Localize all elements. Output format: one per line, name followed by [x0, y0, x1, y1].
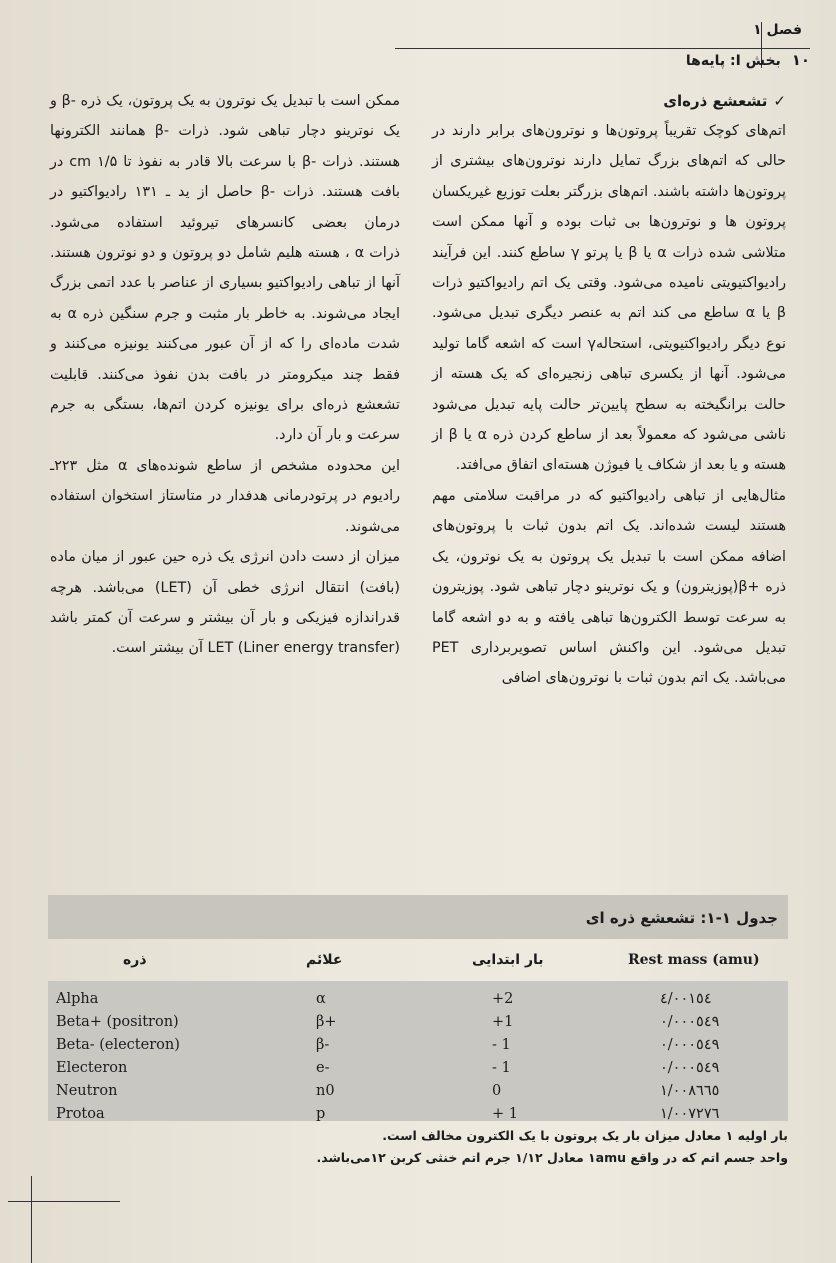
cell-symbol: e-: [316, 1060, 330, 1076]
check-mark-icon: ✓: [773, 92, 786, 110]
section-title-text: تشعشع ذره‌ای: [663, 92, 768, 110]
cell-symbol: β-: [316, 1037, 330, 1053]
running-header: [395, 22, 810, 70]
cell-charge: +2: [492, 991, 514, 1007]
chapter-label: فصل ۱: [753, 22, 802, 38]
particle-radiation-table: [48, 895, 788, 1169]
table-row: [48, 1058, 788, 1081]
cell-charge: - 1: [492, 1060, 511, 1076]
cell-charge: +1: [492, 1014, 514, 1030]
part-label: [686, 51, 810, 69]
right-column: [432, 86, 786, 694]
paragraph: میزان از دست دادن انرژی یک ذره حین عبور از میان ماده (بافت) انتقال انرژی خطی آن (LET) می‌باشد. هرچه قدرانداز‌ه فیزیکی و بار آن بیشتر و سرعت آن کمتر باشد LET (Liner energy transfer) آن بیشتر است.: [50, 549, 400, 657]
table-note: بار اولیه ۱ معادل میزان بار یک پروتون با یک الکترون مخالف است.: [382, 1128, 788, 1143]
cell-mass: ٠/٠٠٠٥٤٩: [660, 1060, 720, 1076]
cell-mass: ١/٠٠٨٦٦٥: [660, 1083, 720, 1099]
cell-symbol: p: [316, 1106, 326, 1122]
table-body: [48, 981, 788, 1121]
paragraph: ممکن است با تبدیل یک نوترون به یک پروتون، یک ذره -β و یک نوترینو دچار تباهی شود. ذرات -β همانند الکترونها هستند. ذرات -β با سرعت بالا قادر به نفوذ تا ۱/۵ cm در بافت هستند. ذرات -β حاصل از ید ـ ۱۳۱ رادیواکتیو در درمان بعضی کانسرهای تیروئید استفاده می‌شود.: [50, 93, 400, 231]
cell-particle: Electeron: [56, 1060, 128, 1076]
table-notes: [48, 1125, 788, 1169]
table-note: واحد جسم اتم که در واقع ۱amu معادل ۱/۱۲ جرم اتم خنثی کربن ۱۲می‌باشد.: [316, 1150, 788, 1165]
crop-mark-horizontal: [8, 1201, 120, 1202]
cell-mass: ٤/٠٠١٥٤: [660, 991, 712, 1007]
section-title: [432, 86, 786, 116]
left-column: [50, 86, 400, 664]
cell-mass: ٠/٠٠٠٥٤٩: [660, 1014, 720, 1030]
cell-charge: + 1: [492, 1106, 518, 1122]
table-row: [48, 989, 788, 1012]
paragraph: مثال‌هایی از تباهی رادیواکتیو که در مراقبت سلامتی مهم هستند لیست شده‌اند. یک اتم بدون ثبات با پروتون‌های اضافه ممکن است با تبدیل یک پروتون به یک نوترون، یک ذره +β(پوزیترون) و یک نوترینو دچار تباهی شود. پوزیترون به سرعت توسط الکترون‌ها تباهی یافته و به دو اشعه گاما تبدیل می‌شود. این واکنش اساس تصویربرداری PET می‌باشد. یک اتم بدون ثبات با نوترون‌های اضافی: [432, 487, 786, 687]
table-row: [48, 1104, 788, 1127]
cell-particle: Protoa: [56, 1106, 105, 1122]
column-header-symbol: علائم: [306, 952, 343, 968]
column-header-charge: بار ابتدایی: [472, 952, 544, 968]
part-title: بخش I: پایه‌ها: [685, 53, 781, 69]
paragraph: اتم‌های کوچک تقریباً پروتون‌ها و نوترون‌های برابر دارند در حالی که اتم‌های بزرگ تمایل دارند نوترون‌های بیشتری از پروتون‌ها داشته باشند. اتم‌های بزرگتر بعلت توزیع غیریکسان پروتون ها و نوترون‌ها بی ثبات بوده و آنها ممکن است متلاشی شده ذرات α یا β یا پرتو γ ساطع کنند. این فرآیند رادیواکتیویتی نامیده می‌شود. وقتی یک اتم رادیواکتیو ذرات β یا α ساطع می کند اتم به عنصر دیگری تبدیل می‌شود. نوع دیگر رادیواکتیویتی، استحاله‌γ است که اشعه گاما تولید می‌شود. آنها از یکسری تباهی زنجیره‌ای که یک هسته از حالت برانگیخته به سطح پایین‌تر حالت پایه تبدیل می‌شود ناشی می‌شود که معمولاً بعد از ساطع کردن ذره α یا β از هسته و یا بعد از شکاف یا فیوژن هسته‌ای اتفاق می‌افتد.: [432, 123, 786, 474]
table-title: جدول ۱-۱: تشعشع ذره ای: [585, 909, 778, 927]
cell-symbol: n0: [316, 1083, 335, 1099]
column-header-particle: ذره: [123, 952, 147, 968]
cell-mass: ١/٠٠٧٢٧٦: [660, 1106, 720, 1122]
cell-symbol: α: [316, 991, 326, 1007]
table-title-bar: [48, 895, 788, 939]
cell-charge: - 1: [492, 1037, 511, 1053]
cell-particle: Neutron: [56, 1083, 118, 1099]
cell-charge: 0: [492, 1083, 502, 1099]
table-row: [48, 1035, 788, 1058]
page-number: ۱۰: [791, 51, 810, 69]
cell-symbol: β+: [316, 1014, 337, 1030]
table-row: [48, 1081, 788, 1104]
paragraph: این محدوده مشخص از ساطع شونده‌های α مثل ۲۲۳ـ رادیوم در پرتودرمانی هدفدار در متاستاز استخوان استفاده می‌شوند.: [50, 457, 400, 535]
column-header-mass: Rest mass (amu): [628, 952, 760, 968]
table-header-row: [48, 939, 788, 981]
crop-mark-vertical: [31, 1176, 32, 1263]
header-rule: [395, 48, 810, 49]
paragraph: ذرات α ، هسته هلیم شامل دو پروتون و دو نوترون هستند. آنها از تباهی رادیواکتیو بسیاری از عناصر با عدد اتمی بزرگ ایجاد می‌شوند. به خاطر بار مثبت و جرم سنگین ذره α به شدت ماده‌ای را که از آن عبور می‌کنند یونیزه می‌کنند و فقط چند میکرومتر در بافت بدن نفوذ می‌کنند. قابلیت تشعشع ذره‌ای برای یونیزه کردن اتم‌ها، بستگی به جرم سرعت و بار آن دارد.: [50, 245, 400, 444]
cell-mass: ٠/٠٠٠٥٤٩: [660, 1037, 720, 1053]
cell-particle: Alpha: [56, 991, 99, 1007]
table-row: [48, 1012, 788, 1035]
cell-particle: Beta- (electeron): [56, 1037, 180, 1053]
cell-particle: Beta+ (positron): [56, 1014, 179, 1030]
